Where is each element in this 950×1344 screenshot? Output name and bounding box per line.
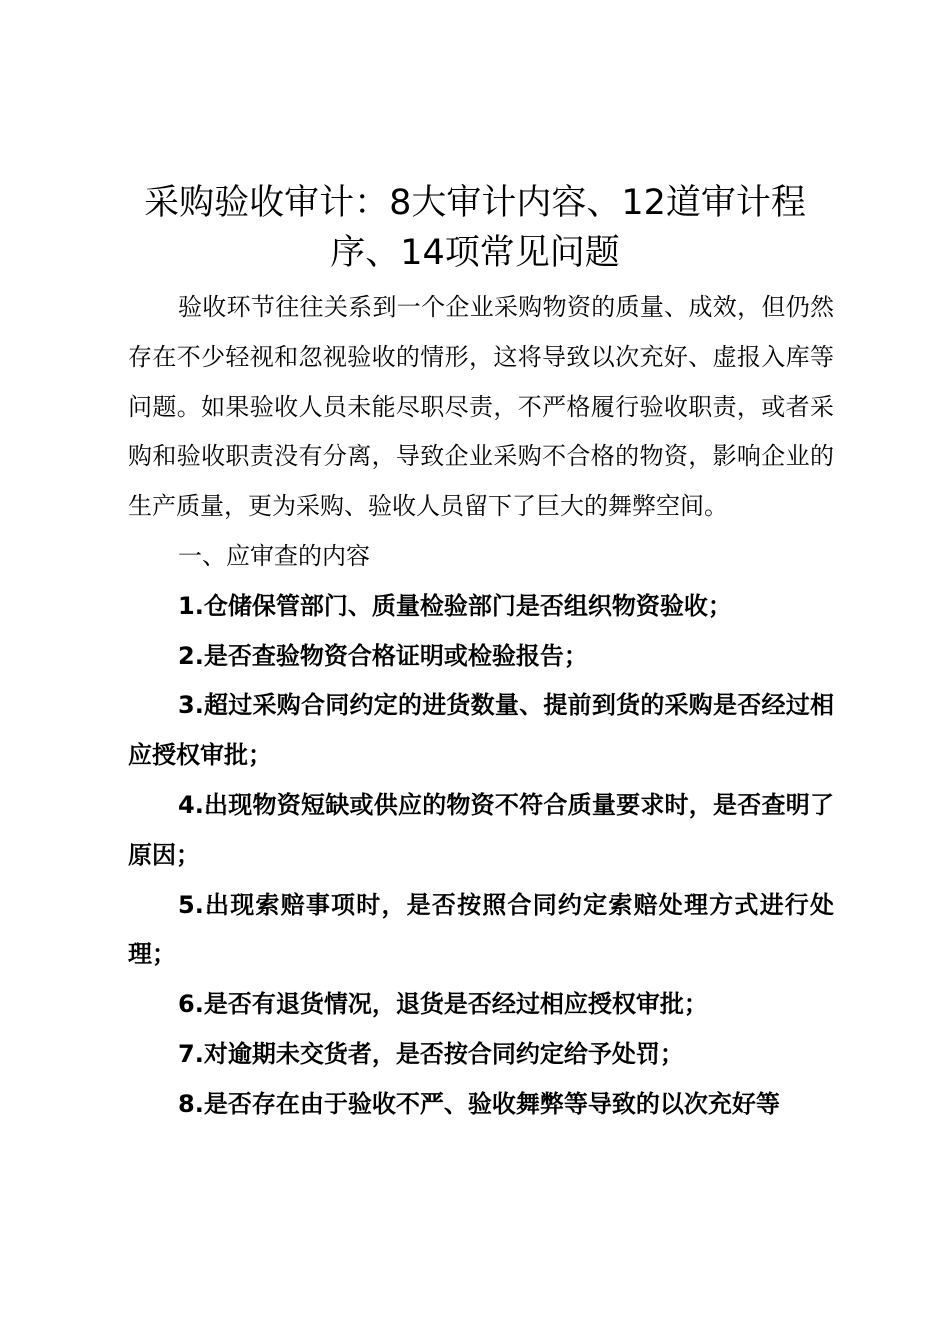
list-item: 1.仓储保管部门、质量检验部门是否组织物资验收； [178, 591, 732, 620]
list-item: 5.出现索赔事项时，是否按照合同约定索赔处理方式进行处理； [128, 890, 834, 969]
list-item: 4.出现物资短缺或供应的物资不符合质量要求时，是否查明了原因； [128, 790, 834, 869]
list-item: 2.是否查验物资合格证明或检验报告； [178, 641, 588, 670]
document-body [128, 283, 834, 1130]
list-item: 3.超过采购合同约定的进货数量、提前到货的采购是否经过相应授权审批； [128, 691, 834, 770]
list-item: 6.是否有退货情况，退货是否经过相应授权审批； [178, 990, 708, 1019]
section-heading: 一、应审查的内容 [178, 541, 370, 570]
intro-paragraph: 验收环节往往关系到一个企业采购物资的质量、成效，但仍然存在不少轻视和忽视验收的情形，这将导致以次充好、虚报入库等问题。如果验收人员未能尽职尽责，不严格履行验收职责，或者采购和验收职责没有分离，导致企业采购不合格的物资，影响企业的生产质量，更为采购、验收人员留下了巨大的舞弊空间。 [128, 293, 834, 521]
document-title: 采购验收审计：8大审计内容、12道审计程序、14项常见问题 [144, 183, 806, 273]
list-item: 8.是否存在由于验收不严、验收舞弊等导致的以次充好等 [178, 1089, 780, 1118]
list-item: 7.对逾期未交货者，是否按合同约定给予处罚； [178, 1039, 684, 1068]
